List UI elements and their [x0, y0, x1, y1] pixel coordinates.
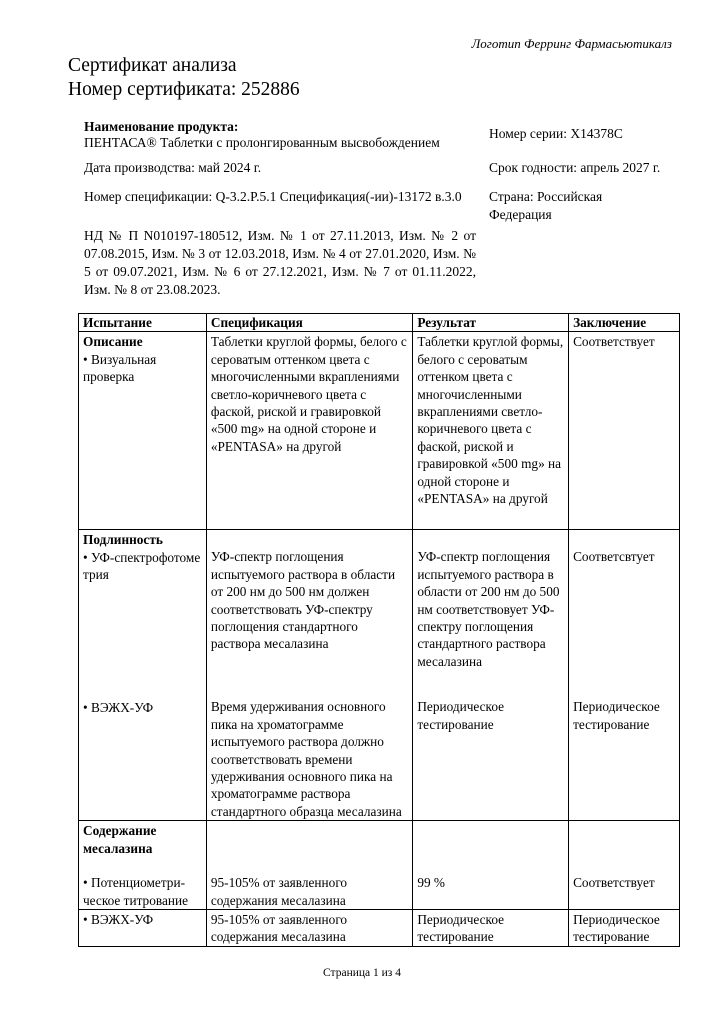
hplc-spec: Время удерживания основного пика на хроматограмме испытуемого раствора должно соответствовать времени удерживания основного пика на хроматограмме раствора стандартного образца месалазина [210, 699, 402, 819]
result-cell: Таблетки круглой формы, белого с сероватым оттенком цвета с многочисленными вкраплениями светло-коричневого цвета с фаской, риской и гравировкой «500 mg» на одной стороне и «PENTASA» на другой [413, 332, 569, 530]
pot-conclusion: Соответствует [573, 875, 655, 891]
regulatory-document: НД № П N010197-180512, Изм. № 1 от 27.11.2013, Изм. № 2 от 07.08.2015, Изм. № 3 от 12.03.2018, Изм. № 4 от 27.01.2020, Изм. № 5 от 09.07.2021, Изм. № 6 от 27.12.2021, Изм. № 7 от 01.11.2022, Изм. № 8 от 23.08.2023. [84, 228, 476, 297]
conclusion-cell [569, 530, 680, 821]
test-name: • ВЭЖХ-УФ [83, 699, 154, 715]
table-row [79, 332, 680, 530]
table-row [79, 910, 680, 947]
section-title: Содержание месалазина [83, 823, 157, 856]
product-name: ПЕНТАСА® Таблетки с пролонгированным высвобождением [84, 135, 440, 150]
test-cell [79, 530, 207, 821]
result-cell: Периодическое тестирование [413, 910, 569, 947]
test-cell: • ВЭЖХ-УФ [79, 910, 207, 947]
manufacture-date: Дата производства: май 2024 г. [84, 160, 262, 175]
country: Страна: Российская Федерация [489, 189, 603, 222]
pot-result: 99 % [417, 875, 446, 891]
header-specification: Спецификация [206, 314, 412, 332]
header-conclusion: Заключение [569, 314, 680, 332]
conclusion-cell: Периодическое тестирование [569, 910, 680, 947]
uv-spec: УФ-спектр поглощения испытуемого раствора в области от 200 нм до 500 нм должен соответствовать УФ-спектру поглощения стандартного раствора месалазина [210, 549, 396, 652]
batch-number: Номер серии: X14378C [489, 126, 623, 141]
conclusion-cell: Соответствует [569, 332, 680, 530]
conclusion-cell [569, 821, 680, 910]
spec-cell: 95-105% от заявленного содержания месалазина [206, 910, 412, 947]
result-cell [413, 530, 569, 821]
page-number: Страница 1 из 4 [323, 967, 401, 979]
header-result: Результат [413, 314, 569, 332]
test-name: • УФ-спектрофотометрия [83, 549, 201, 583]
pot-spec: 95-105% от заявленного содержания месалазина [210, 875, 348, 908]
document-title: Сертификат анализа [68, 55, 237, 76]
hplc-result: Периодическое тестирование [417, 699, 505, 732]
certificate-number: Номер сертификата: 252886 [68, 79, 300, 100]
table-row [79, 821, 680, 910]
test-name: • Визуальная проверка [83, 351, 157, 385]
product-label: Наименование продукта: [84, 119, 239, 134]
test-cell [79, 332, 207, 530]
specification-number: Номер спецификации: Q-3.2.P.5.1 Спецификация(-ии)-13172 в.3.0 [84, 189, 462, 204]
uv-conclusion: Соответсвтует [573, 549, 655, 565]
header-test: Испытание [79, 314, 207, 332]
expiry-date: Срок годности: апрель 2027 г. [489, 160, 661, 175]
company-logo-text: Логотип Ферринг Фармасьютикалз [471, 36, 672, 51]
spec-cell [206, 821, 412, 910]
hplc-conclusion: Периодическое тестирование [573, 699, 660, 732]
results-table [78, 313, 680, 947]
table-row [79, 530, 680, 821]
spec-cell: Таблетки круглой формы, белого с сероватым оттенком цвета с многочисленными вкраплениями светло-коричневого цвета с фаской, риской и гравировкой «500 mg» на одной стороне и «PENTASA» на другой [206, 332, 412, 530]
result-cell [413, 821, 569, 910]
section-title: Подлинность [83, 532, 163, 548]
test-cell [79, 821, 207, 910]
uv-result: УФ-спектр поглощения испытуемого раствора в области от 200 нм до 500 нм соответствовует УФ-спектру поглощения стандартного раствора месалазина [417, 549, 560, 669]
section-title: Описание [83, 334, 143, 350]
spec-cell [206, 530, 412, 821]
test-name: • Потенциометри-ческое титрование [83, 875, 188, 908]
table-header-row [79, 314, 680, 332]
